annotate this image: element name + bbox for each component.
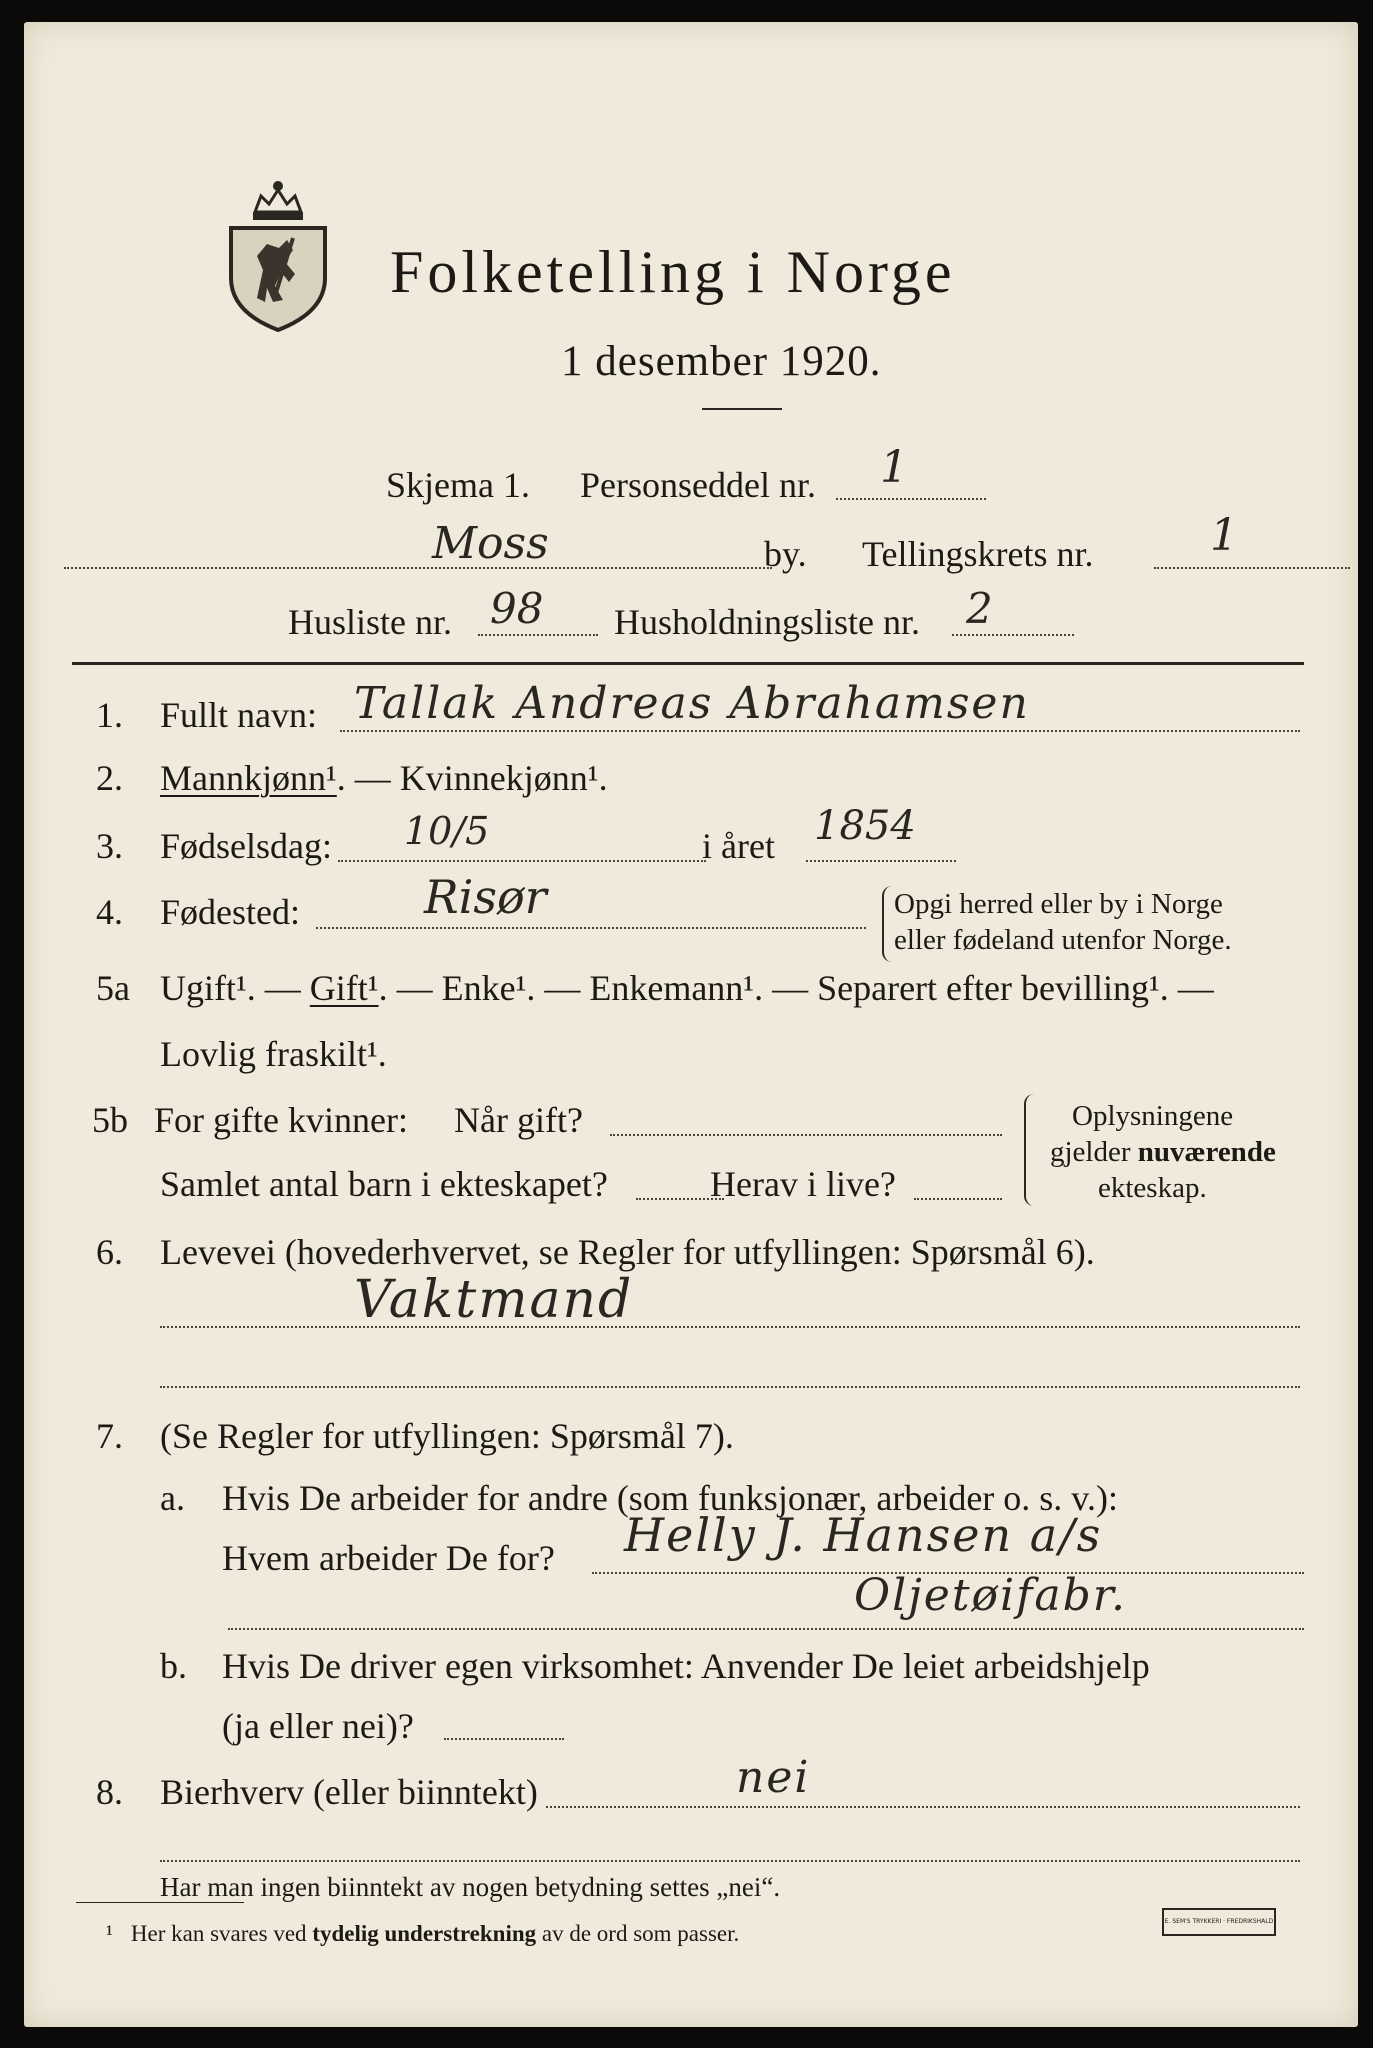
q3-label: Fødselsdag: — [160, 826, 333, 866]
full-name-value: Tallak Andreas Abrahamsen — [354, 678, 1030, 729]
q7-number: 7. — [96, 1416, 123, 1456]
birth-year-value: 1854 — [814, 803, 916, 849]
employer-value-line2: Oljetøifabr. — [854, 1570, 1127, 1621]
q8-label: Bierhverv (eller biinntekt) — [160, 1772, 538, 1812]
q7a-letter: a. — [160, 1478, 185, 1518]
q6-line2 — [160, 1386, 1300, 1388]
q8-line2 — [160, 1860, 1300, 1862]
birthplace-value: Risør — [424, 870, 547, 924]
q5b-note-line3: ekteskap. — [1098, 1172, 1207, 1204]
q7b-letter: b. — [160, 1646, 187, 1686]
birth-day-value: 10/5 — [404, 809, 490, 853]
census-date: 1 desember 1920. — [561, 338, 882, 385]
footnote — [106, 1922, 739, 1945]
q5b-note-line2 — [1050, 1138, 1276, 1167]
husliste-line — [478, 634, 598, 636]
q3-day-line — [338, 860, 706, 862]
q4-number: 4. — [96, 892, 123, 932]
footnote-marker: ¹ — [106, 1921, 113, 1946]
q5b-note-gjelder: gjelder — [1050, 1136, 1138, 1168]
q5b-note-current: nuværende — [1137, 1136, 1276, 1168]
personseddel-value: 1 — [880, 442, 908, 493]
q5a-line2: Lovlig fraskilt¹. — [160, 1034, 387, 1074]
opt-others: . — Enke¹. — Enkemann¹. — Separert efter bevilling¹. — — [378, 968, 1214, 1008]
opt-ugift: Ugift¹. — — [160, 968, 301, 1008]
q6-label: Levevei (hovederhvervet, se Regler for utfyllingen: Spørsmål 6). — [160, 1232, 1095, 1272]
husholdning-value: 2 — [966, 584, 993, 633]
bottom-note: Har man ingen biinntekt av nogen betydning settes „nei“. — [160, 1872, 781, 1902]
norwegian-coat-of-arms-icon — [223, 178, 333, 334]
q6-line1 — [160, 1326, 1300, 1328]
q1-number: 1. — [96, 695, 123, 735]
q8-line — [546, 1806, 1300, 1808]
tellingskrets-value: 1 — [1210, 510, 1238, 561]
skjema-label: Skjema 1. — [386, 465, 530, 505]
opt-gift: Gift¹ — [309, 968, 379, 1008]
married-when-line — [610, 1134, 1002, 1136]
q5b-note-line1: Oplysningene — [1072, 1100, 1234, 1132]
male-option: Mannkjønn¹ — [160, 758, 337, 798]
alive-line — [914, 1198, 1002, 1200]
city-value: Moss — [432, 518, 549, 569]
q7a-line2 — [228, 1628, 1304, 1630]
q7a-text: Hvis De arbeider for andre (som funksjonær, arbeider o. s. v.): — [222, 1478, 1118, 1518]
header-divider — [72, 662, 1304, 665]
q7b-line — [444, 1738, 564, 1740]
printer-stamp — [1162, 1908, 1276, 1936]
alive-label: Herav i live? — [710, 1164, 896, 1204]
personseddel-line — [836, 498, 986, 500]
q7a-question: Hvem arbeider De for? — [222, 1538, 555, 1578]
q4-note-line2: eller fødeland utenfor Norge. — [894, 924, 1232, 956]
husliste-label: Husliste nr. — [288, 602, 453, 642]
footnote-text-2: av de ord som passer. — [536, 1921, 740, 1946]
form-title: Folketelling i Norge — [390, 239, 956, 305]
by-label: by. — [764, 534, 807, 574]
q8-number: 8. — [96, 1772, 123, 1812]
q2-options — [160, 760, 608, 796]
printer-stamp-text: E. SEM'S TRYKKERI · FREDRIKSHALD — [1164, 1917, 1274, 1925]
husliste-value: 98 — [490, 584, 544, 633]
footnote-text-bold: tydelig understrekning — [312, 1921, 537, 1946]
q3-number: 3. — [96, 826, 123, 866]
q4-note-line1: Opgi herred eller by i Norge — [894, 888, 1223, 920]
tellingskrets-line — [1154, 567, 1350, 569]
q4-note-brace — [882, 886, 894, 962]
tellingskrets-label: Tellingskrets nr. — [862, 534, 1094, 574]
city-line — [64, 567, 772, 569]
q6-number: 6. — [96, 1232, 123, 1272]
q2-separator: . — — [336, 758, 391, 798]
q4-label: Fødested: — [160, 892, 300, 932]
q7b-question: (ja eller nei)? — [222, 1706, 414, 1746]
title-divider — [702, 408, 782, 410]
personseddel-label: Personseddel nr. — [580, 465, 816, 505]
q5a-options — [160, 970, 1214, 1006]
q7b-text: Hvis De driver egen virksomhet: Anvender De leiet arbeidshjelp — [222, 1646, 1150, 1686]
q5b-note-brace — [1024, 1094, 1036, 1206]
female-option: Kvinnekjønn¹. — [399, 758, 608, 798]
side-income-value: nei — [736, 1752, 811, 1803]
year-label: i året — [702, 826, 775, 866]
census-form-sheet — [24, 22, 1358, 2027]
footnote-text-1: Her kan svares ved — [130, 1921, 313, 1946]
children-label: Samlet antal barn i ekteskapet? — [160, 1164, 608, 1204]
employer-value-line1: Helly J. Hansen a/s — [624, 1508, 1103, 1562]
q5b-label: For gifte kvinner: — [154, 1100, 408, 1140]
q5a-number: 5a — [96, 968, 130, 1008]
q7-label: (Se Regler for utfyllingen: Spørsmål 7). — [160, 1416, 734, 1456]
q1-line — [340, 730, 1300, 732]
q3-year-line — [806, 860, 956, 862]
q1-label: Fullt navn: — [160, 695, 318, 735]
husholdning-label: Husholdningsliste nr. — [614, 602, 921, 642]
married-when-label: Når gift? — [454, 1100, 583, 1140]
q5b-number: 5b — [92, 1100, 128, 1140]
q2-number: 2. — [96, 758, 123, 798]
husholdning-line — [952, 634, 1074, 636]
occupation-value: Vaktmand — [354, 1270, 634, 1330]
q4-line — [316, 927, 866, 929]
footnote-divider — [76, 1902, 244, 1903]
